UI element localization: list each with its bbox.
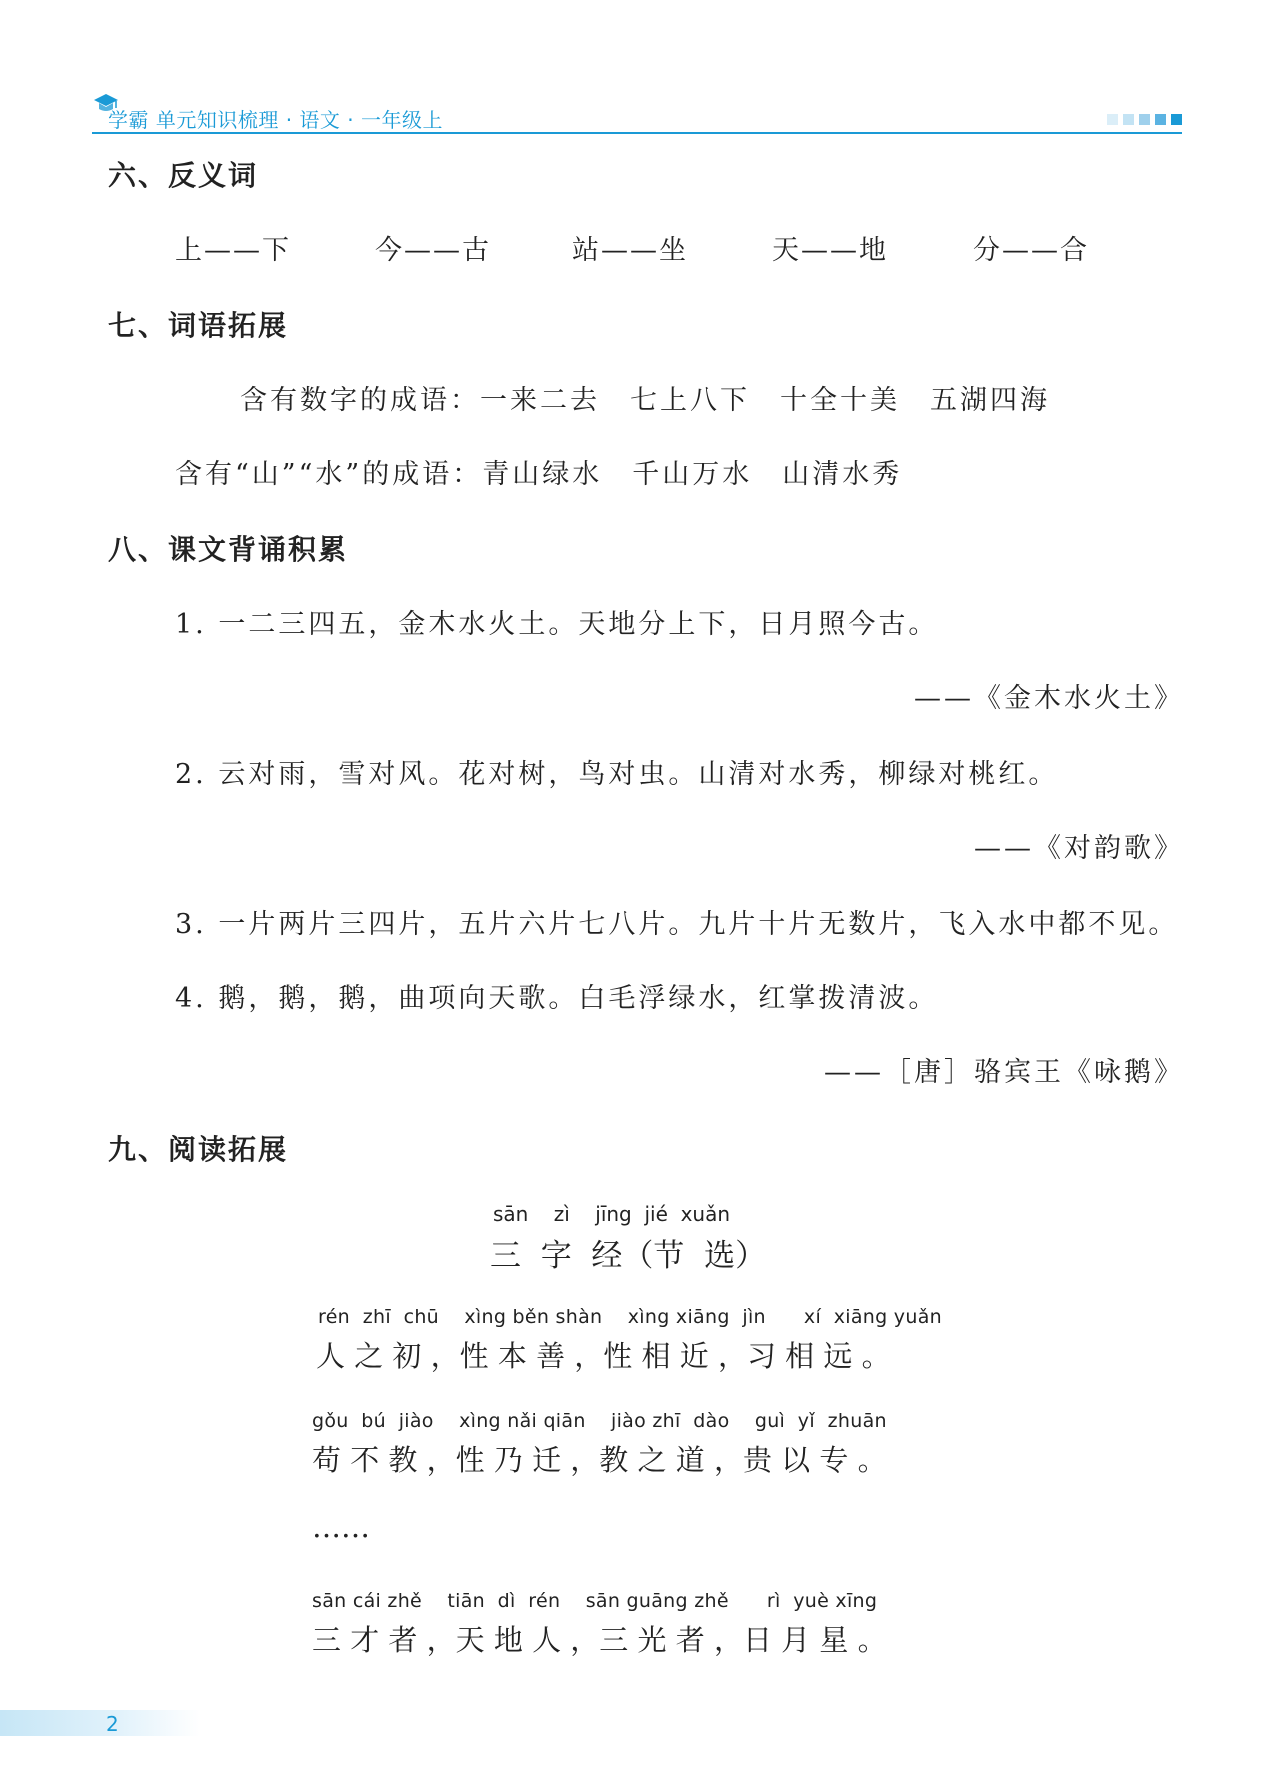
recitation-item: 1. 一二三四五，金木水火土。天地分上下，日月照今古。 bbox=[175, 609, 939, 640]
idioms-numbers: 含有数字的成语：一来二去 七上八下 十全十美 五湖四海 bbox=[240, 385, 1050, 416]
recitation-source: ——《对韵歌》 bbox=[974, 833, 1184, 864]
antonym-pair: 天——地 bbox=[772, 235, 888, 266]
section-9-title: 九、阅读拓展 bbox=[108, 1133, 289, 1166]
poem-pinyin-line: sān cái zhě tiān dì rén sān guāng zhě rì yuè xīng bbox=[312, 1590, 878, 1612]
idioms-mountain-water: 含有“山”“水”的成语：青山绿水 千山万水 山清水秀 bbox=[175, 459, 903, 490]
section-6-title: 六、反义词 bbox=[108, 159, 259, 192]
poem-pinyin-line: rén zhī chū xìng běn shàn xìng xiāng jìn xí xiāng yuǎn bbox=[318, 1306, 942, 1328]
poem-line: 人 之 初 ，性 本 善 ，性 相 近 ，习 相 远 。 bbox=[316, 1339, 891, 1373]
page-header bbox=[92, 92, 1182, 136]
section-7-title: 七、词语拓展 bbox=[108, 309, 289, 342]
recitation-item: 3. 一片两片三四片，五片六片七八片。九片十片无数片，飞入水中都不见。 bbox=[175, 909, 1179, 940]
header-divider bbox=[92, 132, 1182, 134]
recitation-source: ——［唐］骆宾王《咏鹅》 bbox=[824, 1057, 1184, 1088]
poem-ellipsis: …… bbox=[312, 1510, 370, 1544]
recitation-item: 4. 鹅，鹅，鹅，曲项向天歌。白毛浮绿水，红掌拨清波。 bbox=[175, 983, 939, 1014]
header-square bbox=[1139, 114, 1150, 125]
poem-line: 三 才 者 ，天 地 人 ，三 光 者 ，日 月 星 。 bbox=[312, 1623, 887, 1657]
header-decoration-squares bbox=[1107, 114, 1182, 125]
footer-bar bbox=[0, 1710, 200, 1736]
poem-pinyin-line: gǒu bú jiào xìng nǎi qiān jiào zhī dào guì yǐ zhuān bbox=[312, 1410, 887, 1432]
antonym-pair: 站——坐 bbox=[572, 235, 688, 266]
header-title: 学霸 单元知识梳理 · 语文 · 一年级上 bbox=[108, 108, 444, 132]
header-square bbox=[1171, 114, 1182, 125]
page-number: 2 bbox=[106, 1712, 119, 1736]
antonym-pair: 上——下 bbox=[175, 235, 291, 266]
poem-line: 苟 不 教 ，性 乃 迁 ，教 之 道 ，贵 以 专 。 bbox=[312, 1443, 887, 1477]
header-square bbox=[1123, 114, 1134, 125]
antonym-pair: 今——古 bbox=[375, 235, 491, 266]
antonym-pair: 分——合 bbox=[973, 235, 1089, 266]
recitation-source: ——《金木水火土》 bbox=[914, 683, 1184, 714]
poem-title: 三 字 经（节 选） bbox=[490, 1238, 767, 1274]
poem-title-pinyin: sān zì jīng jié xuǎn bbox=[493, 1202, 731, 1226]
header-square bbox=[1155, 114, 1166, 125]
recitation-item: 2. 云对雨，雪对风。花对树，鸟对虫。山清对水秀，柳绿对桃红。 bbox=[175, 759, 1059, 790]
section-8-title: 八、课文背诵积累 bbox=[108, 533, 349, 566]
header-square bbox=[1107, 114, 1118, 125]
